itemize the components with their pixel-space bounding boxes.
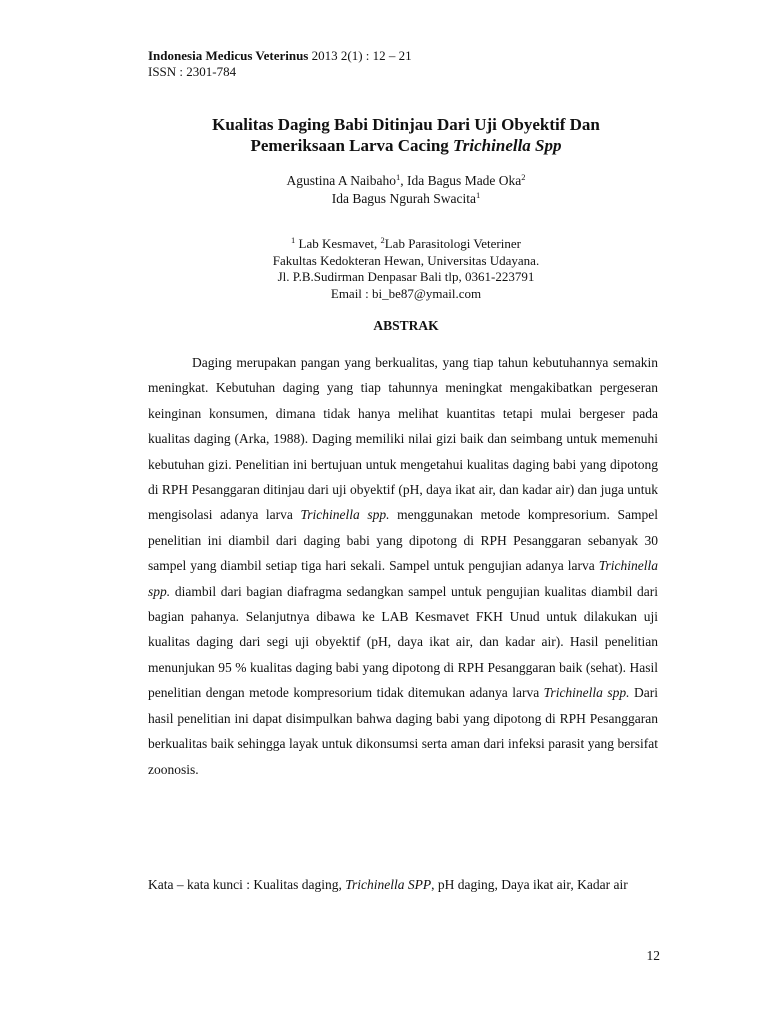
page-number: 12 — [646, 948, 660, 963]
abstract-text-2: menggunakan metode kompresorium. Sampel penelitian ini diambil dari daging babi yang dipotong di RPH Pesanggaran sebanyak 30 sampel yang diambil setiap tiga hari sekali. Sampel untuk pengujian adanya larva — [148, 507, 658, 574]
author-2: Ida Bagus Made Oka — [406, 173, 522, 188]
abstract-species-1: Trichinella spp. — [300, 507, 390, 523]
affil-2-marker: 2 — [380, 235, 385, 245]
keywords-italic: Trichinella SPP — [345, 877, 432, 892]
affiliation-block — [100, 236, 712, 302]
affiliation-email: Email : bi_be87@ymail.com — [330, 285, 482, 301]
abstract-species-2: Trichinella spp. — [148, 558, 658, 599]
affil-lab-2: Lab Parasitologi Veteriner — [384, 236, 521, 251]
title-line-2-italic: Trichinella Spp — [453, 136, 562, 155]
journal-issue: 2013 2(1) : 12 – 21 — [311, 48, 412, 63]
keywords — [148, 876, 668, 894]
abstract-text-4: Dari hasil penelitian ini dapat disimpulkan bahwa daging babi yang dipotong di RPH Pesanggaran berkualitas baik sehingga layak untuk dikonsumsi serta aman dari infeksi parasit yang bersifat zoonosis. — [148, 685, 658, 777]
keywords-prefix: Kata – kata kunci : Kualitas daging, — [148, 877, 346, 892]
title-line-2-plain: Pemeriksaan Larva Cacing — [250, 136, 454, 155]
author-3: Ida Bagus Ngurah Swacita — [331, 191, 477, 206]
journal-header — [148, 48, 412, 80]
authors-line-1 — [100, 172, 712, 190]
journal-citation — [148, 48, 412, 64]
affiliation-labs — [100, 236, 712, 253]
affil-lab-1: Lab Kesmavet, — [295, 236, 381, 251]
author-separator: , — [400, 173, 407, 188]
title-line-2 — [100, 135, 712, 156]
paper-title — [100, 114, 712, 156]
affil-1-marker: 1 — [291, 235, 296, 245]
title-line-1: Kualitas Daging Babi Ditinjau Dari Uji Obyektif Dan — [212, 115, 600, 134]
abstract-heading: ABSTRAK — [373, 318, 439, 333]
author-3-affil: 1 — [476, 190, 481, 200]
authors-line-2 — [100, 190, 712, 208]
author-1: Agustina A Naibaho — [286, 173, 396, 188]
author-list — [100, 172, 712, 208]
author-2-affil: 2 — [521, 172, 526, 182]
keywords-rest: , pH daging, Daya ikat air, Kadar air — [431, 877, 628, 892]
affiliation-faculty: Fakultas Kedokteran Hewan, Universitas Udayana. — [272, 252, 540, 268]
journal-issn: ISSN : 2301-784 — [148, 64, 237, 79]
abstract-text-3: diambil dari bagian diafragma sedangkan sampel untuk pengujian kualitas diambil dari bagian pahanya. Selanjutnya dibawa ke LAB Kesmavet FKH Unud untuk dilakukan uji kualitas daging dari segi uji obyektif (pH, daya ikat air, dan kadar air). Hasil penelitian menunjukan 95 % kualitas daging babi yang dipotong di RPH Pesanggaran baik (sehat). Hasil penelitian dengan metode kompresorium tidak ditemukan adanya larva — [148, 583, 658, 701]
abstract-species-3: Trichinella spp. — [543, 685, 630, 701]
author-1-affil: 1 — [395, 172, 401, 182]
abstract-body — [148, 350, 658, 782]
abstract-text-1: Daging merupakan pangan yang berkualitas, yang tiap tahun kebutuhannya semakin meningkat. Kebutuhan daging yang tiap tahunnya meningkat mengakibatkan pergeseran keinginan konsumen, dimana tidak hanya melihat kuantitas tetapi mulai bergeser pada kualitas daging (Arka, 1988). Daging memiliki nilai gizi baik dan seimbang untuk memenuhi kebutuhan gizi. Penelitian ini bertujuan untuk mengetahui kualitas daging babi yang dipotong di RPH Pesanggaran ditinjau dari uji obyektif (pH, daya ikat air, dan kadar air) dan juga untuk mengisolasi adanya larva — [148, 355, 658, 523]
journal-name: Indonesia Medicus Veterinus — [148, 48, 309, 63]
affiliation-address: Jl. P.B.Sudirman Denpasar Bali tlp, 0361-223791 — [277, 269, 535, 284]
